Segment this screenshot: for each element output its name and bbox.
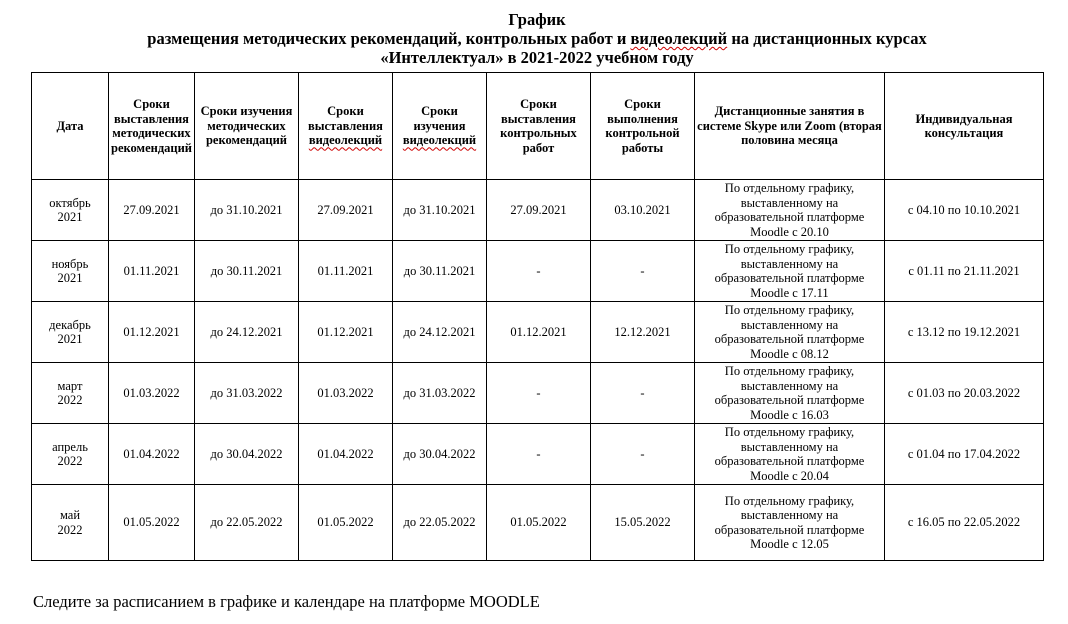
table-row [32,302,1044,363]
cell-method-post: 01.05.2022 [109,485,195,561]
title-line-3: «Интеллектуал» в 2021-2022 учебном году [380,48,694,67]
cell-distance: По отдельному графику, выставленному на образовательной платформе Moodle с 08.12 [694,302,884,363]
cell-video-study: до 31.10.2021 [392,180,486,241]
cell-method-post: 27.09.2021 [109,180,195,241]
cell-consult: с 16.05 по 22.05.2022 [884,485,1043,561]
cell-method-post: 01.12.2021 [109,302,195,363]
header-row [32,73,1044,180]
header-method-study: Сроки изучения методических рекомендаций [194,73,298,180]
cell-method-study: до 22.05.2022 [194,485,298,561]
cell-consult: с 13.12 по 19.12.2021 [884,302,1043,363]
cell-video-post: 27.09.2021 [298,180,392,241]
header-method-post: Сроки выставления методических рекомендаций [109,73,195,180]
cell-consult: с 04.10 по 10.10.2021 [884,180,1043,241]
cell-month: октябрь [49,195,91,210]
title-line-1: График [508,10,566,29]
cell-method-post: 01.04.2022 [109,424,195,485]
cell-video-post: 01.04.2022 [298,424,392,485]
cell-date [32,424,109,485]
cell-date [32,180,109,241]
cell-method-study: до 31.03.2022 [194,363,298,424]
cell-control-do: - [590,363,694,424]
header-video-post-text: Сроки выставления [308,104,383,133]
cell-method-study: до 30.11.2021 [194,241,298,302]
cell-method-study: до 24.12.2021 [194,302,298,363]
cell-control-do: - [590,241,694,302]
cell-date [32,302,109,363]
header-video-study-text: Сроки изучения [413,104,466,133]
cell-video-post: 01.11.2021 [298,241,392,302]
cell-control-do: 15.05.2022 [590,485,694,561]
cell-month: апрель [52,439,88,454]
table-row [32,180,1044,241]
title-line-2-part-c: на дистанционных курсах [727,29,927,48]
cell-control-post: 01.12.2021 [486,302,590,363]
cell-year: 2021 [57,210,83,224]
cell-distance: По отдельному графику, выставленному на образовательной платформе Moodle с 12.05 [694,485,884,561]
cell-video-post: 01.12.2021 [298,302,392,363]
cell-method-post: 01.11.2021 [109,241,195,302]
cell-control-do: 12.12.2021 [590,302,694,363]
cell-distance: По отдельному графику, выставленному на образовательной платформе Moodle с 17.11 [694,241,884,302]
cell-control-do: - [590,424,694,485]
cell-method-study: до 31.10.2021 [194,180,298,241]
cell-consult: с 01.03 по 20.03.2022 [884,363,1043,424]
footer-note: Следите за расписанием в графике и календаре на платформе MOODLE [33,592,540,611]
schedule-table [31,72,1044,561]
header-video-study-word: видеолекций [402,133,477,148]
cell-month: март [57,378,83,393]
cell-month: декабрь [49,317,91,332]
cell-method-post: 01.03.2022 [109,363,195,424]
cell-control-post: - [486,363,590,424]
document-title [0,10,1068,67]
table-row [32,363,1044,424]
header-video-study [392,73,486,180]
cell-video-study: до 30.04.2022 [392,424,486,485]
cell-control-post: 27.09.2021 [486,180,590,241]
cell-date [32,241,109,302]
title-line-2-part-a: размещения методических рекомендаций, контрольных работ и [147,29,631,48]
cell-date [32,363,109,424]
header-date: Дата [32,73,109,180]
cell-date [32,485,109,561]
header-control-do: Сроки выполнения контрольной работы [590,73,694,180]
cell-control-post: - [486,241,590,302]
cell-year: 2021 [57,332,83,346]
cell-year: 2022 [57,454,83,468]
header-video-post-word: видеолекций [308,133,383,148]
cell-video-study: до 22.05.2022 [392,485,486,561]
cell-video-study: до 30.11.2021 [392,241,486,302]
title-line-2-videolectures: видеолекций [630,29,728,48]
header-distance: Дистанционные занятия в системе Skype или Zoom (вторая половина месяца [694,73,884,180]
table-row [32,485,1044,561]
cell-distance: По отдельному графику, выставленному на образовательной платформе Moodle с 16.03 [694,363,884,424]
cell-video-post: 01.05.2022 [298,485,392,561]
cell-distance: По отдельному графику, выставленному на образовательной платформе Moodle с 20.04 [694,424,884,485]
header-consult: Индивидуальная консультация [884,73,1043,180]
cell-control-post: 01.05.2022 [486,485,590,561]
cell-control-post: - [486,424,590,485]
cell-consult: с 01.04 по 17.04.2022 [884,424,1043,485]
header-video-post [298,73,392,180]
cell-month: ноябрь [51,256,89,271]
cell-control-do: 03.10.2021 [590,180,694,241]
cell-video-post: 01.03.2022 [298,363,392,424]
cell-month: май [59,508,81,522]
cell-method-study: до 30.04.2022 [194,424,298,485]
cell-consult: с 01.11 по 21.11.2021 [884,241,1043,302]
table-row [32,424,1044,485]
cell-distance: По отдельному графику, выставленному на образовательной платформе Moodle с 20.10 [694,180,884,241]
cell-year: 2021 [57,271,83,285]
title-line-2 [0,29,1068,48]
cell-year: 2022 [57,393,83,407]
cell-year: 2022 [57,522,83,537]
table-row [32,241,1044,302]
cell-video-study: до 31.03.2022 [392,363,486,424]
header-control-post: Сроки выставления контрольных работ [486,73,590,180]
cell-video-study: до 24.12.2021 [392,302,486,363]
